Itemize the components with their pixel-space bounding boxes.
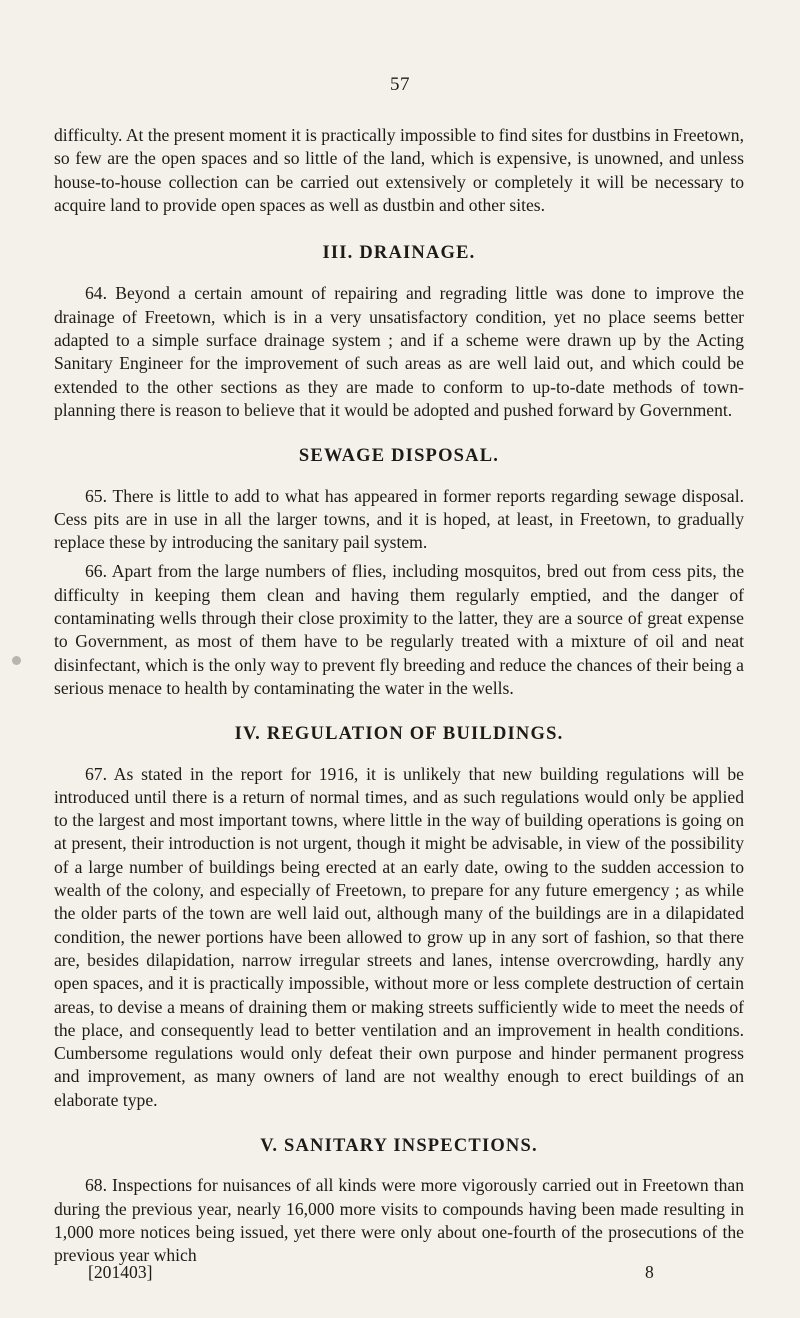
section-heading-sewage-disposal: SEWAGE DISPOSAL. xyxy=(298,446,500,467)
section-heading-regulation-of-buildings: IV. REGULATION OF BUILDINGS. xyxy=(234,724,564,745)
section-heading-drainage: III. DRAINAGE. xyxy=(322,243,476,264)
paragraph-intro: difficulty. At the present moment it is practically impossible to find sites for dustbins in Freetown, so few are the open spaces and so little of the land, which is expensive, is unowned, and unless house-to-house collection can be carried out extensively or completely it will be necessary to acquire land to provide open spaces as well as dustbin and other sites. xyxy=(54,125,744,215)
sheet-number: 8 xyxy=(645,1262,654,1282)
paragraph-68: 68. Inspections for nuisances of all kinds were more vigorously carried out in Freetown than during the previous year, nearly 16,000 more visits to compounds having been made resulting in 1,000 more notices being issued, yet there were only about one-fourth of the prosecutions of the previous year which xyxy=(54,1175,744,1266)
margin-spot xyxy=(12,656,21,665)
section-heading-sanitary-inspections: V. SANITARY INSPECTIONS. xyxy=(260,1135,538,1156)
paragraph-67: 67. As stated in the report for 1916, it is unlikely that new building regulations will be introduced until there is a return of normal times, and as such regulations would only be applied to the largest and most important towns, where little in the way of building operations is going on at present, their introduction is not urgent, though it might be advisable, in view of the possibility of a large number of buildings being erected at an early date, owing to the sudden accession to wealth of the colony, and especially of Freetown, to prepare for any future emergency ; as while the older parts of the town are well laid out, although many of the buildings are in a dilapidated condition, the newer portions have been allowed to grow up in any sort of fashion, so that there are, besides dilapidation, narrow irregular streets and lanes, intense overcrowding, hardly any open spaces, and it is practically impossible, without more or less complete destruction of certain areas, to devise a means of draining them or making streets sufficiently wide to meet the needs of the place, and consequently lead to better ventilation and an improvement in health conditions. Cumbersome regulations would only defeat their own purpose and hinder permanent progress and improvement, as many owners of land are not wealthy enough to erect buildings of an elaborate type. xyxy=(54,763,744,1110)
document-body xyxy=(54,124,744,1267)
paragraph-64: 64. Beyond a certain amount of repairing and regrading little was done to improve the drainage of Freetown, which is in a very unsatisfactory condition, yet no place seems better adapted to a simple surface drainage system ; and if a scheme were drawn up by the Acting Sanitary Engineer for the improvement of such areas as are well laid out, and which could be extended to the other sections as they are made to conform to up-to-date methods of town-planning there is reason to believe that it would be adopted and pushed forward by Government. xyxy=(54,283,744,420)
paragraph-65: 65. There is little to add to what has appeared in former reports regarding sewage disposal. Cess pits are in use in all the larger towns, and it is hoped, at least, in Freetown, to gradually replace these by introducing the sanitary pail system. xyxy=(54,485,744,553)
paragraph-66: 66. Apart from the large numbers of flies, including mosquitos, bred out from cess pits, the difficulty in keeping them clean and having them regularly emptied, and the danger of contaminating wells through their close proximity to the latter, they are a source of great expense to Government, as most of them have to be regularly treated with a mixture of oil and neat disinfectant, which is the only way to prevent fly breeding and reduce the chances of their being a serious menace to health by contaminating the water in the wells. xyxy=(54,561,744,698)
page-number: 57 xyxy=(390,74,410,95)
print-code: [201403] xyxy=(88,1262,153,1282)
